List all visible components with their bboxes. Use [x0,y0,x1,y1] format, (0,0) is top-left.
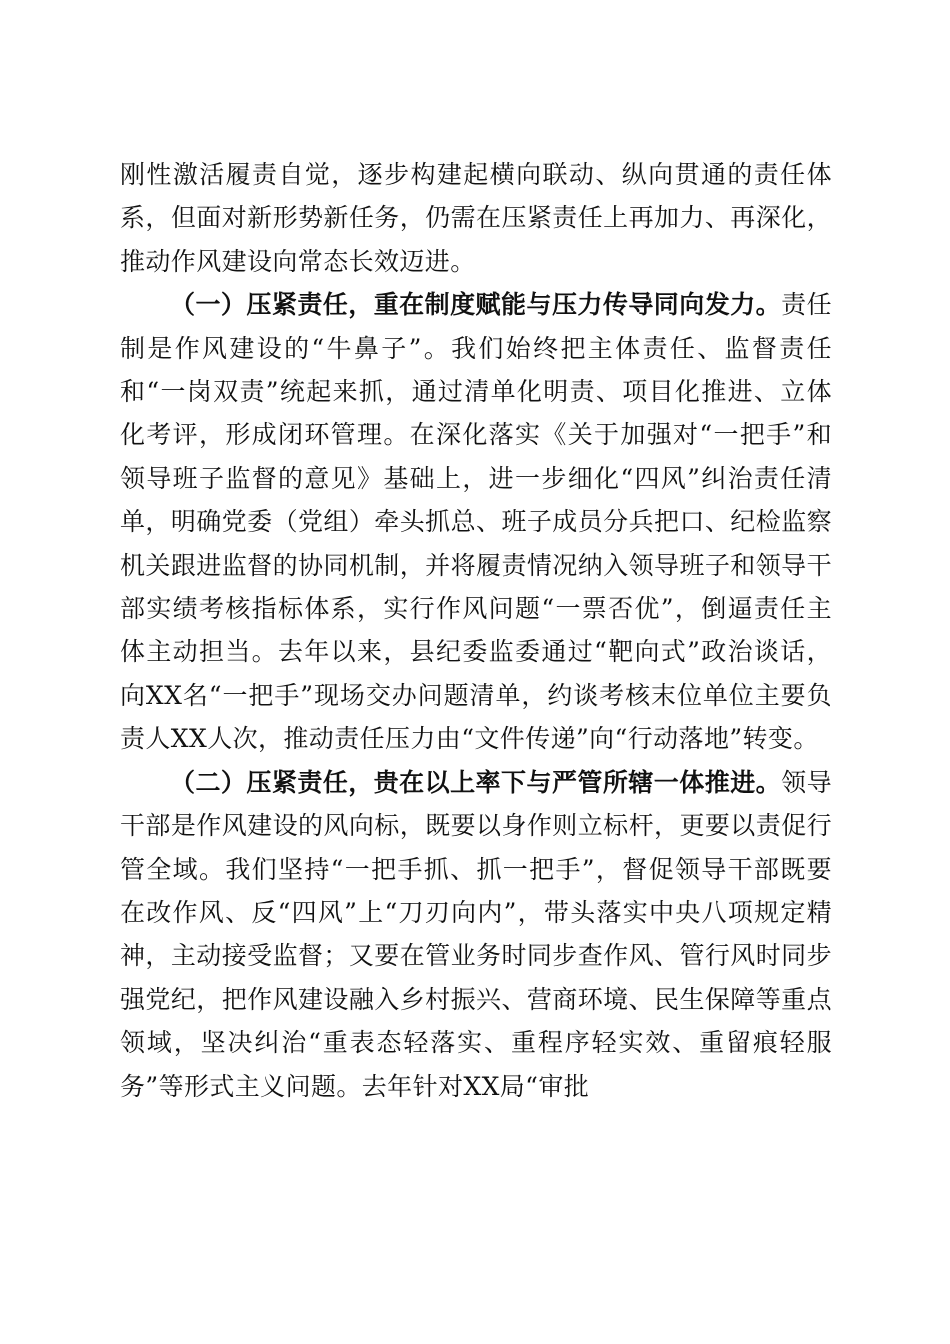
paragraph-body: 领导干部是作风建设的风向标，既要以身作则立标杆，更要以责促行管全域。我们坚持“一把手抓、抓一把手”，督促领导干部既要在改作风、反“四风”上“刀刃向内”，带头落实中央八项规定精神，主动接受监督；又要在管业务时同步查作风、管行风时同步强党纪，把作风建设融入乡村振兴、营商环境、民生保障等重点领域，坚决纠治“重表态轻落实、重程序轻实效、重留痕轻服务”等形式主义问题。去年针对XX局“审批 [120,767,832,1101]
paragraph-body: 刚性激活履责自觉，逐步构建起横向联动、纵向贯通的责任体系，但面对新形势新任务，仍需在压紧责任上再加力、再深化，推动作风建设向常态长效迈进。 [120,160,832,276]
paragraph-section-2 [120,761,832,1108]
section-heading: （一）压紧责任，重在制度赋能与压力传导同向发力。 [170,290,782,320]
paragraph-continuation [120,153,832,283]
paragraph-body: 责任制是作风建设的“牛鼻子”。我们始终把主体责任、监督责任和“一岗双责”统起来抓，通过清单化明责、项目化推进、立体化考评，形成闭环管理。在深化落实《关于加强对“一把手”和领导班子监督的意见》基础上，进一步细化“四风”纠治责任清单，明确党委（党组）牵头抓总、班子成员分兵把口、纪检监察机关跟进监督的协同机制，并将履责情况纳入领导班子和领导干部实绩考核指标体系，实行作风问题“一票否优”，倒逼责任主体主动担当。去年以来，县纪委监委通过“靶向式”政治谈话，向XX名“一把手”现场交办问题清单，约谈考核末位单位主要负责人XX人次，推动责任压力由“文件传递”向“行动落地”转变。 [120,290,832,754]
paragraph-section-1 [120,283,832,760]
document-page [120,153,832,1108]
section-heading: （二）压紧责任，贵在以上率下与严管所辖一体推进。 [170,767,782,797]
